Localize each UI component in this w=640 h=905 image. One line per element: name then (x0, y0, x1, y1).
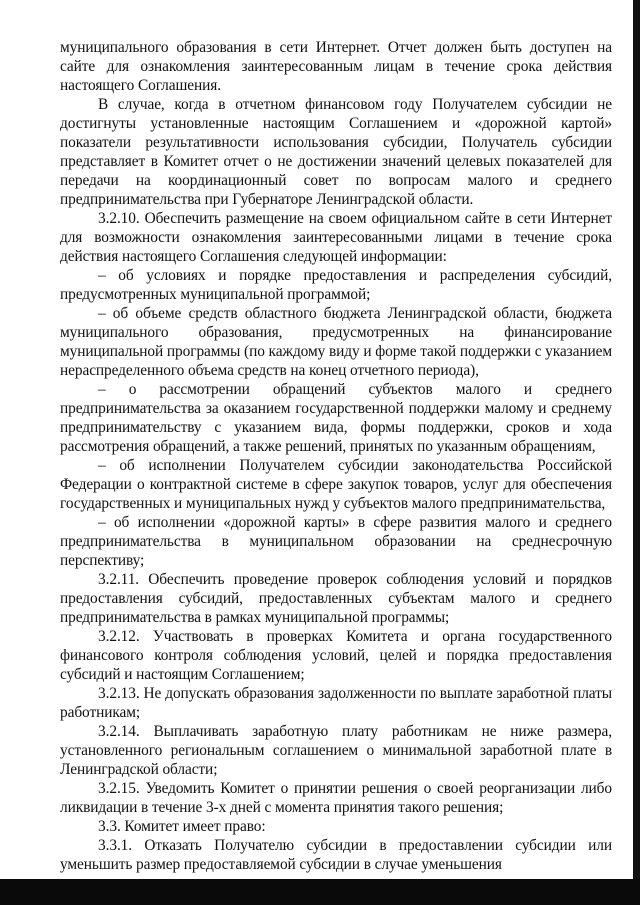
paragraph-targets-not-achieved: В случае, когда в отчетном финансовом году Получателем субсидии не достигнуты установленные настоящим Соглашением и «дорожной картой» показатели результативности использования субсидии, Получатель субсидии представляет в Комитет отчет о не достижении значений целевых показателей для передачи на координационный совет по вопросам малого и среднего предпринимательства при Губернаторе Ленинградской области. (60, 96, 612, 208)
paragraph-report-availability: муниципального образования в сети Интернет. Отчет должен быть доступен на сайте для ознакомления заинтересованным лицам в течение срока действия настоящего Соглашения. (60, 39, 612, 94)
paragraph-3-2-12: 3.2.12. Участвовать в проверках Комитета и органа государственного финансового контроля соблюдения условий, целей и порядка предоставления субсидий и настоящим Соглашением; (60, 628, 612, 683)
list-item-roadmap: – об исполнении «дорожной карты» в сфере развития малого и среднего предпринимательства в муниципальном образовании на среднесрочную перспективу; (60, 514, 612, 569)
list-item-conditions: – об условиях и порядке предоставления и распределения субсидий, предусмотренных муниципальной программой; (60, 267, 612, 303)
paragraph-3-2-13: 3.2.13. Не допускать образования задолженности по выплате заработной платы работникам; (60, 685, 612, 721)
list-item-procurement: – об исполнении Получателем субсидии законодательства Российской Федерации о контрактной системе в сфере закупок товаров, услуг для обеспечения государственных и муниципальных нужд у субъектов малого предпринимательства, (60, 457, 612, 512)
scan-edge-bottom (0, 879, 640, 905)
paragraph-3-3: 3.3. Комитет имеет право: (98, 818, 266, 835)
paragraph-3-2-10: 3.2.10. Обеспечить размещение на своем официальном сайте в сети Интернет для возможности ознакомления заинтересованными лицами в течение срока действия настоящего Соглашения следующей информации: (60, 210, 612, 265)
list-item-appeals: – о рассмотрении обращений субъектов малого и среднего предпринимательства за оказанием государственной поддержки малому и среднему предпринимательству с указанием вида, формы поддержки, сроков и хода рассмотрения обращений, а также решений, принятых по указанным обращениям, (60, 381, 612, 455)
paragraph-3-2-14: 3.2.14. Выплачивать заработную плату работникам не ниже размера, установленного региональным соглашением о минимальной заработной плате в Ленинградской области; (60, 723, 612, 778)
scan-edge-right (633, 0, 640, 880)
paragraph-3-2-15: 3.2.15. Уведомить Комитет о принятии решения о своей реорганизации либо ликвидации в течение 3-х дней с момента принятия такого решения; (60, 780, 612, 816)
document-body (60, 38, 612, 874)
list-item-funding-volume: – об объеме средств областного бюджета Ленинградской области, бюджета муниципального образования, предусмотренных на финансирование муниципальной программы (по каждому виду и форме такой поддержки с указанием нераспределенного объема средств на конец отчетного периода), (60, 305, 612, 379)
paragraph-3-3-1: 3.3.1. Отказать Получателю субсидии в предоставлении субсидии или уменьшить размер предоставляемой субсидии в случае уменьшения (60, 837, 612, 873)
paragraph-3-2-11: 3.2.11. Обеспечить проведение проверок соблюдения условий и порядков предоставления субсидий, предоставленных субъектам малого и среднего предпринимательства в рамках муниципальной программы; (60, 571, 612, 626)
